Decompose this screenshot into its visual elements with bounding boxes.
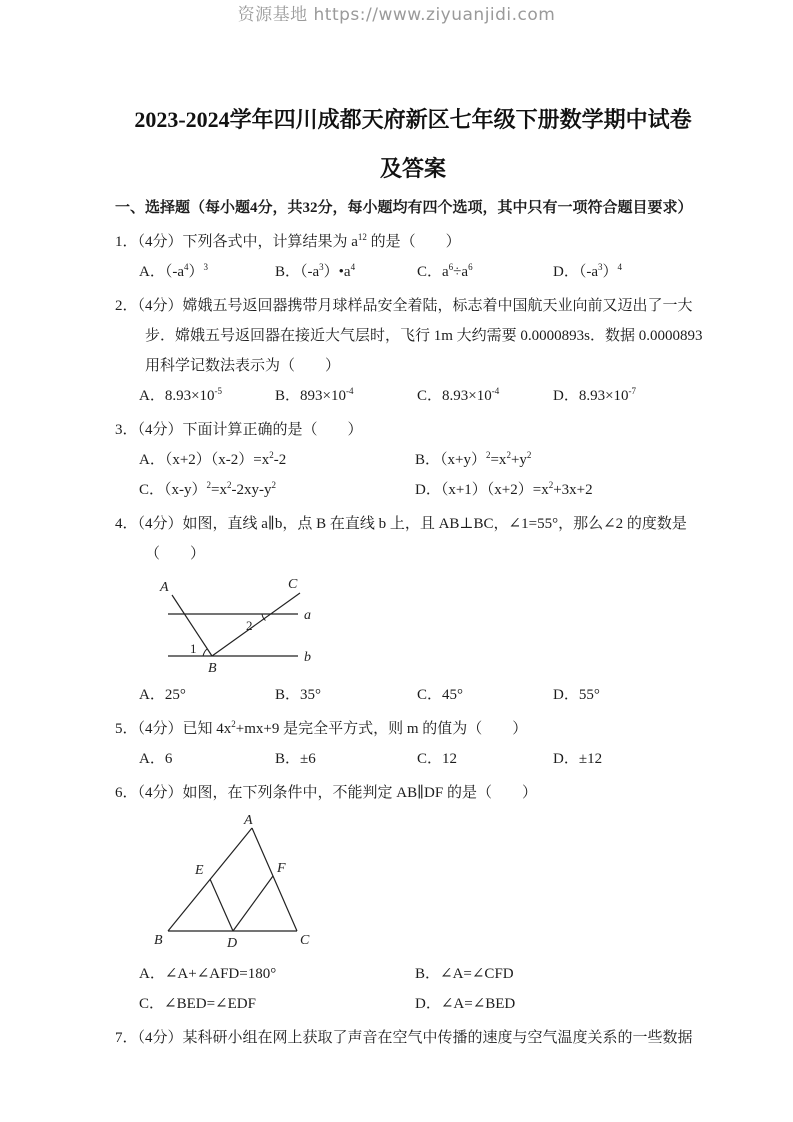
footer-site-link[interactable]: 资源基地 https://www.ziyuanjidi.com [237,5,556,25]
paper-title [115,95,711,193]
question-3 [115,415,711,505]
option-c: C．45° [417,687,464,703]
question-7 [115,1023,711,1053]
option-b: B．∠A=∠CFD [415,966,514,982]
line-label-b: b [304,650,311,665]
point-label-d: D [227,936,238,951]
option-a: A．25° [139,687,186,703]
point-label-b-vertex: B [208,661,217,676]
option-d: D．∠A=∠BED [415,996,516,1012]
option-a: A．6 [139,751,173,767]
paper-content [115,0,711,1053]
question-4-figure [140,573,711,678]
point-label-b: B [154,933,163,948]
question-1-stem: 1．（4分）下列各式中，计算结果为 $a^{12}$ 的是（ ） [115,232,461,250]
question-1 [115,227,711,287]
segment-ac [252,828,297,931]
question-2-stem: 2．（4分）嫦娥五号返回器携带月球样品安全着陆，标志着中国航天业向前又迈出了一大步．嫦娥五号返回器在接近大气层时，飞行 1m 大约需要 0.0000893s．数据 0.0000893 用科学记数法表示为（ ） [115,298,703,374]
question-1-options [139,257,711,287]
question-5 [115,714,711,774]
paper-title-line2: 及答案 [379,156,446,181]
option-c: C．$(x-y)^2=x^2-2xy-y^2$ [139,480,276,498]
question-5-options [139,744,711,774]
question-3-stem: 3．（4分）下面计算正确的是（ ） [115,422,363,438]
option-d: D．$(-a^3)^4$ [553,262,623,280]
paper-title-line1: 2023-2024学年四川成都天府新区七年级下册数学期中试卷 [134,107,692,132]
point-label-e: E [195,863,204,878]
option-d: D．$8.93\times 10^{-7}$ [553,386,637,404]
question-6 [115,778,711,1019]
point-label-a-vertex: A [160,580,169,595]
option-a: A．∠A+∠AFD=180° [139,966,277,982]
option-b: B．$(x+y)^2=x^2+y^2$ [415,450,532,468]
question-4-options [139,680,711,710]
option-d: D．$(x+1)(x+2)=x^2+3x+2$ [415,480,593,498]
question-2 [115,291,711,411]
option-c: C．12 [417,751,458,767]
option-b: B．±6 [275,751,316,767]
point-label-c-vertex: C [288,577,298,592]
line-label-a: a [304,608,311,623]
question-6-options [139,959,711,1019]
segment-bc [212,593,300,656]
point-label-c: C [300,933,310,948]
question-6-figure [140,812,711,957]
angle-1-label: 1 [190,641,197,656]
option-c: C．∠BED=∠EDF [139,996,256,1012]
question-4-stem: 4．（4分）如图，直线 a∥b，点 B 在直线 b 上，且 AB⊥BC，∠1=55°，那么∠2 的度数是（ ） [115,516,687,562]
option-c: C．$8.93\times 10^{-4}$ [417,386,500,404]
angle-1-arc [203,649,208,656]
point-label-f: F [277,861,286,876]
question-2-options [139,381,711,411]
option-a: A．$(-a^4)^3$ [139,262,209,280]
option-d: D．±12 [553,751,603,767]
option-d: D．55° [553,687,600,703]
option-a: A．$(x+2)(x-2)=x^2-2$ [139,450,287,468]
option-b: B．$893\times 10^{-4}$ [275,386,354,404]
parallel-lines-diagram [140,573,370,678]
option-b: B．$(-a^3)•a^4$ [275,262,356,280]
option-c: C．$a^6\div a^6$ [417,262,473,280]
question-3-options [139,445,711,505]
triangle-diagram [140,812,315,957]
section-heading-choice: 一、选择题（每小题4分，共32分，每小题均有四个选项，其中只有一项符合题目要求） [115,200,693,216]
question-7-stem: 7．（4分）某科研小组在网上获取了声音在空气中传播的速度与空气温度关系的一些数据 [115,1030,693,1046]
segment-ed [210,879,233,931]
question-6-stem: 6．（4分）如图，在下列条件中，不能判定 AB∥DF 的是（ ） [115,785,537,801]
option-a: A．$8.93\times 10^{-5}$ [139,386,223,404]
segment-df [233,876,273,931]
question-4 [115,509,711,710]
point-label-a: A [244,813,253,828]
question-5-stem: 5．（4分）已知 $4x^2+mx+9$ 是完全平方式，则 m 的值为（ ） [115,719,528,737]
option-b: B．35° [275,687,322,703]
angle-2-label: 2 [246,618,253,633]
